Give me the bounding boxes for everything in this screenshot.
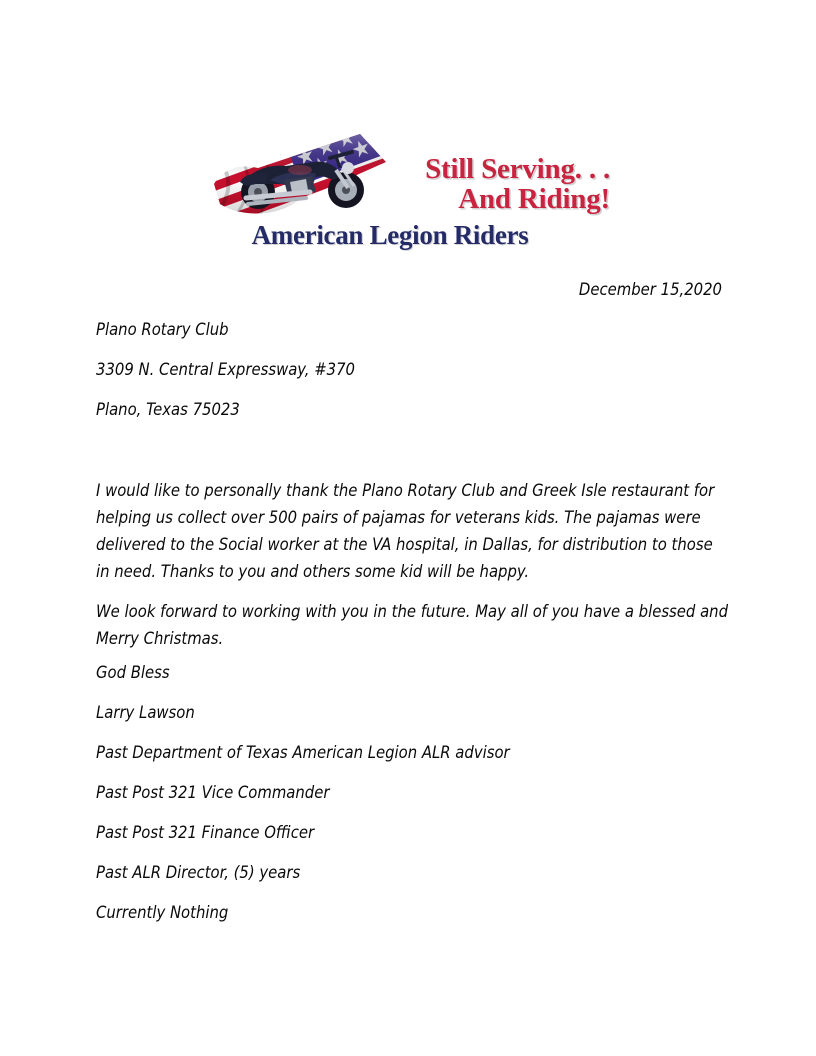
signature-title: Past Post 321 Vice Commander: [96, 783, 330, 802]
logo-organization-name: American Legion Riders: [251, 220, 529, 250]
american-legion-riders-logo: [210, 128, 610, 256]
address-line: 3309 N. Central Expressway, #370: [96, 360, 355, 379]
address-line: Plano, Texas 75023: [96, 400, 240, 419]
body-paragraph: I would like to personally thank the Plano Rotary Club and Greek Isle restaurant for helping us collect over 500 pairs of pajamas for veterans kids. The pajamas were delivered to the Social worker at the VA hospital, in Dallas, for distribution to those in need. Thanks to you and others some kid will be happy.: [96, 481, 715, 581]
letter-signature-block: [96, 662, 728, 942]
letter-date: December 15,2020: [578, 280, 722, 299]
address-line: Plano Rotary Club: [96, 320, 229, 339]
closing-line: God Bless: [96, 663, 170, 682]
signature-name: Larry Lawson: [96, 703, 195, 722]
logo-tagline-line1: Still Serving. . .: [425, 153, 610, 185]
recipient-address-block: [96, 319, 726, 439]
signature-title: Past Department of Texas American Legion ALR advisor: [96, 743, 510, 762]
letter-body: [96, 477, 728, 665]
signature-title: Currently Nothing: [96, 903, 229, 922]
body-paragraph: We look forward to working with you in the future. May all of you have a blessed and Merry Christmas.: [96, 602, 729, 648]
signature-title: Past ALR Director, (5) years: [96, 863, 301, 882]
logo-tagline: [380, 154, 610, 214]
logo-tagline-line2: And Riding!: [458, 183, 610, 215]
signature-title: Past Post 321 Finance Officer: [96, 823, 315, 842]
